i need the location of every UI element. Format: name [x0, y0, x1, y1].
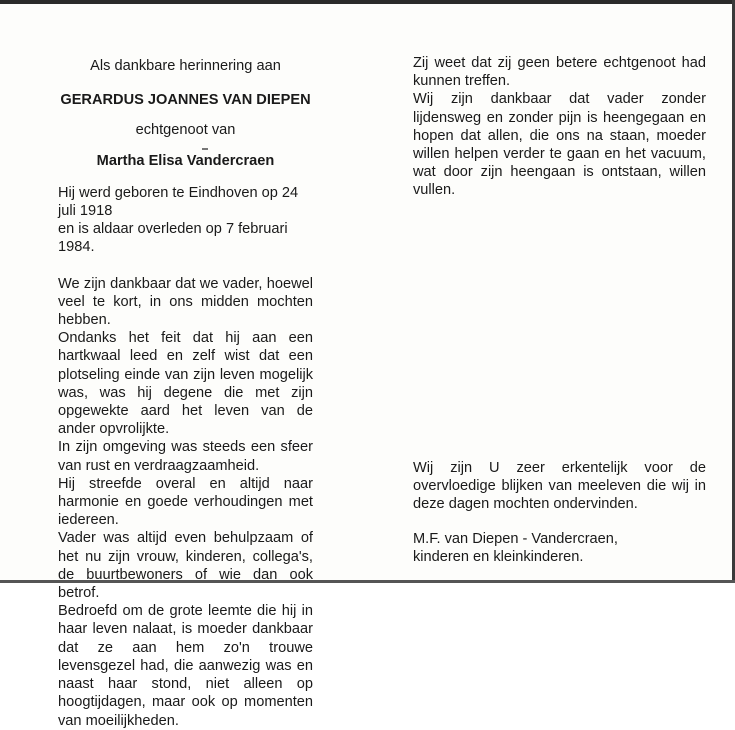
tribute-paragraph: Zij weet dat zij geen betere echtgenoot had kunnen treffen. [413, 55, 706, 90]
tribute-paragraph: Bedroefd om de grote leemte die hij in haar leven nalaat, is moeder dankbaar dat ze aan hem zo'n trouwe levensgezel had, die aanwezig was en naast haar stond, niet alleen op hoogtijdagen, maar ook op momenten van moeilijkheden. [58, 603, 313, 729]
tribute-paragraph: Wij zijn dankbaar dat vader zonder lijdensweg en zonder pijn is heengegaan en hopen dat allen, die ons na staan, moeder willen helpen verder te gaan en het vacuum, wat door zijn heengaan is ontstaan, willen vullen. [413, 91, 706, 199]
birth-line: Hij werd geboren te Eindhoven op 24 juli 1918 [58, 184, 299, 220]
tribute-paragraph: In zijn omgeving was steeds een sfeer van rust en verdraagzaamheid. [58, 439, 313, 474]
birth-death-block [58, 184, 313, 257]
tribute-text [58, 275, 313, 730]
top-edge [0, 0, 735, 4]
tribute-paragraph: Hij streefde overal en altijd naar harmonie en goede verhoudingen met iedereen. [58, 475, 313, 529]
left-column [58, 57, 313, 730]
thanks-text: Wij zijn U zeer erkentelijk voor de overvloedige blijken van meeleven die wij in deze dagen mochten ondervinden. [413, 460, 706, 513]
thanks-block [413, 459, 706, 566]
signature-line: kinderen en kleinkinderen. [413, 548, 584, 565]
intro-line: Als dankbare herinnering aan [90, 58, 281, 74]
signature-line: M.F. van Diepen - Vandercraen, [413, 530, 618, 547]
tribute-paragraph: Ondanks het feit dat hij aan een hartkwaal leed en zelf wist dat een plotseling einde van zijn leven mogelijk was, was hij degene die met zijn opgewekte aard het leven van de ander opvrolijkte. [58, 330, 313, 438]
spouse-name: Martha Elisa Vandercraen [96, 152, 275, 169]
signature [413, 530, 706, 566]
tribute-paragraph: Vader was altijd even behulpzaam of het nu zijn vrouw, kinderen, collega's, de buurtbewoners of wie dan ook betrof. [58, 530, 313, 602]
death-line: en is aldaar overleden op 7 februari 1984. [58, 221, 288, 256]
spouse-label: echtgenoot van [135, 122, 236, 139]
right-column [413, 54, 706, 200]
deceased-name: GERARDUS JOANNES VAN DIEPEN [60, 92, 311, 109]
tribute-paragraph: We zijn dankbaar dat we vader, hoewel veel te kort, in ons midden mochten hebben. [58, 275, 313, 329]
